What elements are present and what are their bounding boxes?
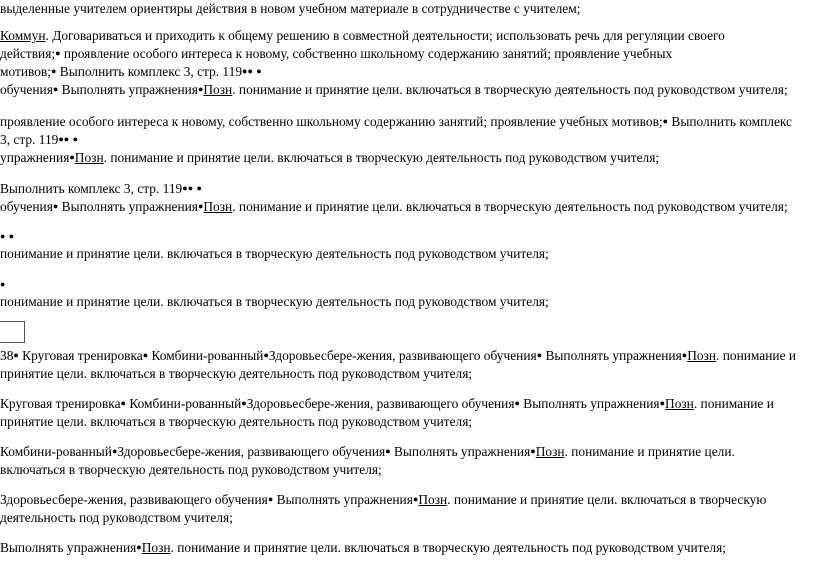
text-span: обучения: [0, 82, 53, 97]
bullet-icon: ●: [52, 201, 59, 211]
text-span: Выполнить комплекс 3, стр. 119: [56, 64, 243, 79]
bullet-icon: ●: [256, 66, 262, 76]
text-span: проявление особого интереса к новому, собственно школьному содержанию занятий; проявление учебных мотивов;: [0, 114, 663, 129]
bullet-icon: ●: [13, 350, 19, 360]
text-span: Выполнять упражнения: [542, 348, 682, 363]
text-span: деятельность под руководством учителя;: [0, 510, 233, 525]
text-span: Выполнить комплекс: [668, 114, 793, 129]
text-line: [0, 365, 472, 382]
bullet-icon: ●: [196, 183, 202, 193]
bullet-icon: ●: [267, 494, 274, 504]
text-span: Здоровьесбере-жения, развивающего обучения: [0, 492, 268, 507]
text-span: обучения: [0, 199, 53, 214]
text-span: Круговая тренировка: [18, 348, 143, 363]
bullet-icon: ●: [412, 494, 419, 504]
text-span: Здоровьесбере-жения, развивающего обучения: [246, 396, 515, 411]
text-span: Выполнять упражнения: [390, 444, 531, 459]
link-kommun[interactable]: Коммун: [0, 28, 46, 43]
bullet-icon: ●: [72, 134, 79, 144]
text-span: Выполнять упражнения: [58, 82, 198, 97]
text-span: . Договариваться и приходить к общему решению в совместной деятельности; использовать речь для регуляции своего: [45, 28, 725, 43]
text-span: Выполнить комплекс 3, стр. 119: [0, 181, 183, 196]
bullet-icon: ●: [111, 446, 118, 456]
link-pozn[interactable]: Позн: [665, 396, 694, 411]
bullet-icon: ●: [385, 446, 391, 456]
bullet-icon: ●: [187, 183, 194, 193]
bullet-icon: ●: [263, 350, 269, 360]
bullet-icon: ●: [142, 350, 149, 360]
bullet-icon: ●: [659, 398, 666, 408]
text-line: [0, 245, 549, 262]
text-line: [0, 293, 549, 310]
table-cell-box: [0, 321, 25, 343]
link-pozn[interactable]: Позн: [687, 348, 717, 363]
bullet-icon: ●: [0, 231, 6, 241]
bullet-icon: ●: [120, 398, 126, 408]
link-pozn[interactable]: Позн: [418, 492, 448, 507]
text-span: Выполнять упражнения: [519, 396, 660, 411]
link-pozn[interactable]: Позн: [74, 150, 104, 165]
text-span: принятие цели. включаться в творческую деятельность под руководством учителя;: [0, 366, 473, 381]
bullet-icon: ●: [63, 134, 70, 144]
text-line: [0, 113, 792, 132]
text-line: [0, 198, 788, 217]
text-span: . понимание и принятие цели.: [564, 444, 735, 459]
text-line: [0, 81, 788, 100]
text-span: включаться в творческую деятельность под руководством учителя;: [0, 462, 382, 477]
bullet-icon: ●: [136, 542, 142, 552]
bullet-icon: ●: [247, 66, 253, 76]
text-line: [0, 63, 262, 82]
bullet-icon: ●: [0, 279, 6, 289]
bullet-icon: ●: [197, 201, 204, 211]
bullet-icon: ●: [50, 66, 57, 76]
text-span: Выполнять упражнения: [273, 492, 413, 507]
bullet-icon: ●: [242, 66, 248, 76]
text-span: Здоровьесбере-жения, развивающего обучения: [117, 444, 386, 459]
bullet-icon: ●: [197, 84, 204, 94]
bullet-icon: ●: [662, 116, 669, 126]
text-span: Выполнять упражнения: [0, 540, 137, 555]
text-span: 3, стр. 119: [0, 132, 59, 147]
bullet-icon: ●: [58, 134, 64, 144]
text-span: упражнения: [0, 150, 70, 165]
text-line: [0, 509, 233, 526]
text-line: [0, 180, 202, 199]
text-line: [0, 45, 672, 64]
bullet-icon: ●: [514, 398, 520, 408]
link-pozn[interactable]: Позн: [141, 540, 171, 555]
link-pozn[interactable]: Позн: [535, 444, 565, 459]
text-span: Комбини-рованный: [148, 348, 264, 363]
text-line: [0, 491, 766, 510]
text-span: понимание и принятие цели. включаться в творческую деятельность под руководством учителя;: [0, 246, 549, 261]
text-span: проявление особого интереса к новому, собственно школьному содержанию занятий; проявление учебных: [60, 46, 673, 61]
text-span: . понимание и принятие цели. включаться в творческую деятельность под руководством учителя;: [232, 199, 788, 214]
bullet-icon: ●: [530, 446, 536, 456]
text-line: [0, 149, 659, 168]
bullet-icon: ●: [536, 350, 543, 360]
text-span: . понимание и: [716, 348, 797, 363]
bullet-icon: ●: [52, 84, 59, 94]
text-line: [0, 461, 382, 478]
row-number: 38: [0, 348, 14, 363]
text-span: действия;: [0, 46, 56, 61]
link-pozn[interactable]: Позн: [203, 82, 233, 97]
text-line: [0, 443, 735, 462]
bullet-icon: ●: [681, 350, 688, 360]
text-span: . понимание и принятие цели. включаться в творческую деятельность под руководством учителя;: [103, 150, 660, 165]
bullet-icon: ●: [69, 152, 75, 162]
text-line: [0, 0, 580, 17]
text-span: выделенные учителем ориентиры действия в новом учебном материале в сотрудничестве с учителем;: [0, 1, 581, 16]
text-span: Круговая тренировка: [0, 396, 121, 411]
text-span: . понимание и принятие цели. включаться в творческую: [447, 492, 767, 507]
link-pozn[interactable]: Позн: [203, 199, 233, 214]
text-span: Выполнять упражнения: [58, 199, 198, 214]
text-span: принятие цели. включаться в творческую деятельность под руководством учителя;: [0, 414, 473, 429]
bullet-icon: ●: [241, 398, 247, 408]
bullet-icon: ●: [182, 183, 188, 193]
text-line: [0, 413, 472, 430]
text-line: [0, 347, 796, 366]
text-span: понимание и принятие цели. включаться в творческую деятельность под руководством учителя;: [0, 294, 549, 309]
text-span: Комбини-рованный: [125, 396, 242, 411]
text-span: Комбини-рованный: [0, 444, 112, 459]
text-line: [0, 539, 726, 558]
bullet-icon: ●: [8, 231, 15, 241]
text-span: Здоровьесбере-жения, развивающего обучения: [268, 348, 537, 363]
text-line: [0, 27, 725, 44]
bullet-icon: ●: [55, 48, 61, 58]
text-span: . понимание и принятие цели. включаться в творческую деятельность под руководством учителя;: [170, 540, 726, 555]
text-line: [0, 395, 774, 414]
text-span: мотивов;: [0, 64, 51, 79]
text-span: . понимание и: [693, 396, 774, 411]
text-span: . понимание и принятие цели. включаться в творческую деятельность под руководством учителя;: [232, 82, 788, 97]
text-line: [0, 131, 78, 150]
